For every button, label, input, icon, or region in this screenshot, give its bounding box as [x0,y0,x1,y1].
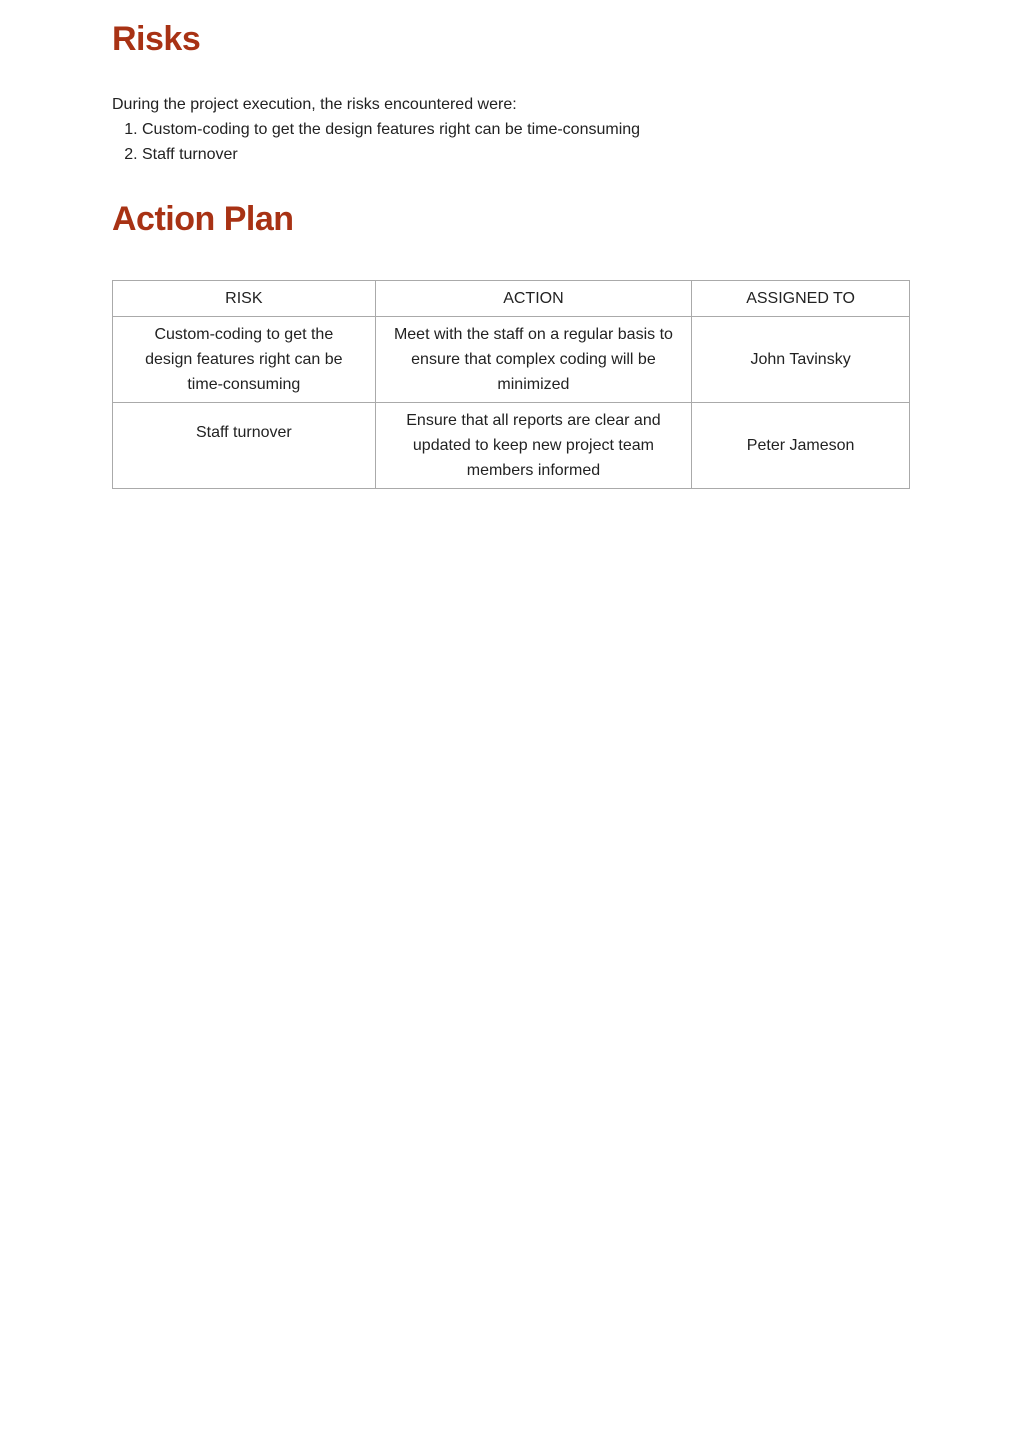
assigned-cell: Peter Jameson [692,403,910,489]
risk-cell: Staff turnover [113,403,376,489]
risks-list [112,117,640,167]
assigned-cell: John Tavinsky [692,317,910,403]
action-cell: Ensure that all reports are clear and updated to keep new project team members informed [375,403,692,489]
action-cell: Meet with the staff on a regular basis to ensure that complex coding will be minimized [375,317,692,403]
header-risk: RISK [113,281,376,317]
header-action: ACTION [375,281,692,317]
action-plan-heading: Action Plan [112,200,294,238]
risks-heading: Risks [112,20,201,58]
risks-intro: During the project execution, the risks encountered were: [112,96,517,113]
header-assigned-to: ASSIGNED TO [692,281,910,317]
risk-cell: Custom-coding to get the design features right can be time-consuming [113,317,376,403]
action-plan-table [112,280,910,489]
list-item: 1. Custom-coding to get the design features right can be time-consuming [142,117,640,142]
table-row [113,317,910,403]
list-item: 2. Staff turnover [142,142,640,167]
table-header-row [113,281,910,317]
table-row [113,403,910,489]
